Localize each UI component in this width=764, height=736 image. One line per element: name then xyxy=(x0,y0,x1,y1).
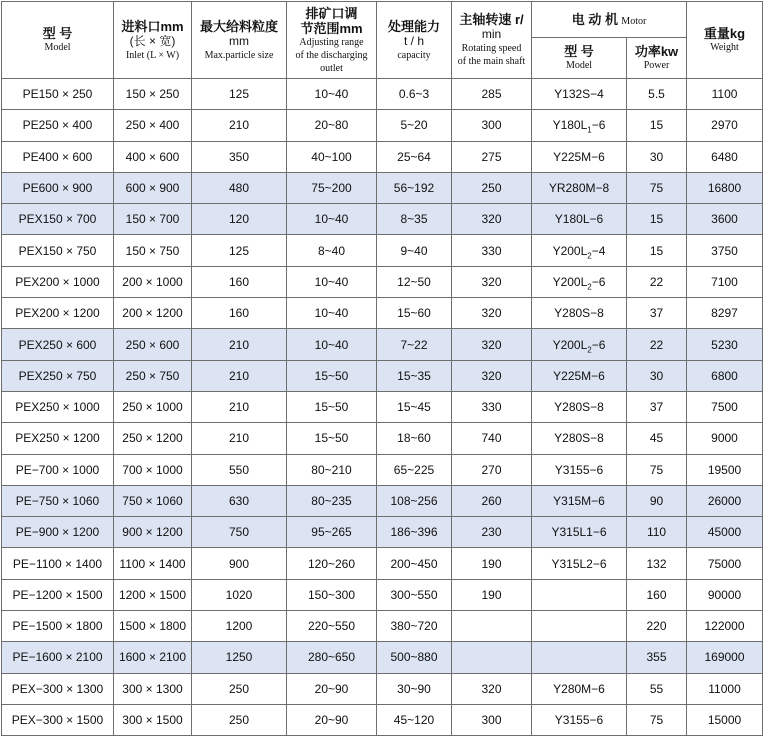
cell-adjust-range: 10~40 xyxy=(287,79,377,110)
cell-motor-model: Y280S−8 xyxy=(532,298,627,329)
cell-speed: 330 xyxy=(452,235,532,266)
cell-inlet: 900 × 1200 xyxy=(114,517,192,548)
cell-weight: 169000 xyxy=(687,642,763,673)
cell-max-particle: 1250 xyxy=(192,642,287,673)
cell-power: 220 xyxy=(627,611,687,642)
cell-inlet: 250 × 400 xyxy=(114,110,192,141)
cell-max-particle: 480 xyxy=(192,172,287,203)
cell-power: 132 xyxy=(627,548,687,579)
cell-power: 15 xyxy=(627,204,687,235)
cell-motor-model: $Y200L_2-4$ xyxy=(532,235,627,266)
cell-weight: 16800 xyxy=(687,172,763,203)
cell-adjust-range: 20~90 xyxy=(287,673,377,704)
table-row xyxy=(2,642,763,673)
cell-max-particle: 750 xyxy=(192,517,287,548)
header-speed: 主轴转速 r/ min Rotating speed of the main shaft xyxy=(452,2,532,79)
cell-weight: 26000 xyxy=(687,485,763,516)
cell-weight: 45000 xyxy=(687,517,763,548)
cell-motor-model: Y180L−6 xyxy=(532,204,627,235)
header-weight: 重量kg Weight xyxy=(687,2,763,79)
table-row xyxy=(2,704,763,735)
header-model: 型 号 Model xyxy=(2,2,114,79)
cell-capacity: 18~60 xyxy=(377,423,452,454)
cell-inlet: 250 × 1000 xyxy=(114,391,192,422)
cell-speed xyxy=(452,642,532,673)
cell-speed: 270 xyxy=(452,454,532,485)
table-row xyxy=(2,485,763,516)
cell-inlet: 400 × 600 xyxy=(114,141,192,172)
cell-weight: 2970 xyxy=(687,110,763,141)
cell-adjust-range: 40~100 xyxy=(287,141,377,172)
cell-capacity: 108~256 xyxy=(377,485,452,516)
cell-model: PEX200 × 1200 xyxy=(2,298,114,329)
cell-power: 5.5 xyxy=(627,79,687,110)
cell-motor-model xyxy=(532,579,627,610)
cell-model: PEX250 × 750 xyxy=(2,360,114,391)
cell-capacity: 25~64 xyxy=(377,141,452,172)
cell-model: PEX−300 × 1300 xyxy=(2,673,114,704)
cell-motor-model xyxy=(532,642,627,673)
spec-table xyxy=(1,1,763,736)
cell-model: PE600 × 900 xyxy=(2,172,114,203)
cell-capacity: 15~45 xyxy=(377,391,452,422)
cell-motor-model: Y315L2−6 xyxy=(532,548,627,579)
cell-max-particle: 250 xyxy=(192,704,287,735)
cell-weight: 6800 xyxy=(687,360,763,391)
cell-max-particle: 210 xyxy=(192,110,287,141)
cell-speed: 230 xyxy=(452,517,532,548)
cell-inlet: 250 × 600 xyxy=(114,329,192,360)
cell-capacity: 56~192 xyxy=(377,172,452,203)
cell-motor-model: Y280M−6 xyxy=(532,673,627,704)
cell-capacity: 200~450 xyxy=(377,548,452,579)
cell-model: PEX200 × 1000 xyxy=(2,266,114,297)
cell-power: 22 xyxy=(627,266,687,297)
header-motor-model: 型 号 Model xyxy=(532,38,627,79)
cell-speed: 285 xyxy=(452,79,532,110)
cell-inlet: 700 × 1000 xyxy=(114,454,192,485)
cell-model: PEX250 × 600 xyxy=(2,329,114,360)
cell-model: PE−1100 × 1400 xyxy=(2,548,114,579)
cell-capacity: 8~35 xyxy=(377,204,452,235)
cell-power: 75 xyxy=(627,172,687,203)
cell-adjust-range: 10~40 xyxy=(287,204,377,235)
cell-motor-model: Y315L1−6 xyxy=(532,517,627,548)
cell-adjust-range: 75~200 xyxy=(287,172,377,203)
table-row xyxy=(2,329,763,360)
table-row xyxy=(2,611,763,642)
cell-model: PEX150 × 750 xyxy=(2,235,114,266)
cell-weight: 3750 xyxy=(687,235,763,266)
cell-motor-model: $Y200L_2-6$ xyxy=(532,266,627,297)
cell-max-particle: 350 xyxy=(192,141,287,172)
cell-motor-model: Y315M−6 xyxy=(532,485,627,516)
cell-adjust-range: 8~40 xyxy=(287,235,377,266)
cell-speed: 320 xyxy=(452,298,532,329)
cell-weight: 15000 xyxy=(687,704,763,735)
table-row xyxy=(2,579,763,610)
cell-capacity: 12~50 xyxy=(377,266,452,297)
cell-motor-model: Y225M−6 xyxy=(532,360,627,391)
cell-adjust-range: 15~50 xyxy=(287,391,377,422)
cell-power: 37 xyxy=(627,391,687,422)
header-capacity: 处理能力 t / h capacity xyxy=(377,2,452,79)
cell-weight: 19500 xyxy=(687,454,763,485)
cell-adjust-range: 80~210 xyxy=(287,454,377,485)
cell-inlet: 300 × 1500 xyxy=(114,704,192,735)
cell-adjust-range: 15~50 xyxy=(287,360,377,391)
cell-power: 30 xyxy=(627,141,687,172)
cell-max-particle: 900 xyxy=(192,548,287,579)
header-power: 功率kw Power xyxy=(627,38,687,79)
cell-power: 37 xyxy=(627,298,687,329)
cell-adjust-range: 20~90 xyxy=(287,704,377,735)
cell-power: 355 xyxy=(627,642,687,673)
table-row xyxy=(2,266,763,297)
cell-weight: 8297 xyxy=(687,298,763,329)
cell-speed: 320 xyxy=(452,329,532,360)
header-adjust-range: 排矿口调 节范围mm Adjusting range of the discharging outlet xyxy=(287,2,377,79)
cell-power: 110 xyxy=(627,517,687,548)
cell-adjust-range: 280~650 xyxy=(287,642,377,673)
cell-inlet: 750 × 1060 xyxy=(114,485,192,516)
cell-power: 55 xyxy=(627,673,687,704)
table-row xyxy=(2,517,763,548)
cell-weight: 3600 xyxy=(687,204,763,235)
cell-power: 22 xyxy=(627,329,687,360)
cell-model: PEX150 × 700 xyxy=(2,204,114,235)
cell-model: PE250 × 400 xyxy=(2,110,114,141)
cell-speed: 260 xyxy=(452,485,532,516)
table-row xyxy=(2,454,763,485)
cell-inlet: 150 × 250 xyxy=(114,79,192,110)
cell-weight: 7500 xyxy=(687,391,763,422)
cell-model: PEX250 × 1000 xyxy=(2,391,114,422)
cell-power: 75 xyxy=(627,454,687,485)
cell-model: PEX250 × 1200 xyxy=(2,423,114,454)
cell-max-particle: 210 xyxy=(192,329,287,360)
cell-capacity: 380~720 xyxy=(377,611,452,642)
table-row xyxy=(2,79,763,110)
cell-max-particle: 210 xyxy=(192,391,287,422)
cell-model: PE−700 × 1000 xyxy=(2,454,114,485)
cell-capacity: 15~35 xyxy=(377,360,452,391)
cell-motor-model: Y280S−8 xyxy=(532,423,627,454)
cell-inlet: 300 × 1300 xyxy=(114,673,192,704)
cell-inlet: 1500 × 1800 xyxy=(114,611,192,642)
table-row xyxy=(2,110,763,141)
cell-model: PEX−300 × 1500 xyxy=(2,704,114,735)
cell-model: PE−1600 × 2100 xyxy=(2,642,114,673)
cell-power: 75 xyxy=(627,704,687,735)
cell-power: 15 xyxy=(627,235,687,266)
cell-weight: 7100 xyxy=(687,266,763,297)
table-row xyxy=(2,298,763,329)
cell-inlet: 150 × 700 xyxy=(114,204,192,235)
cell-motor-model: Y132S−4 xyxy=(532,79,627,110)
cell-weight: 6480 xyxy=(687,141,763,172)
cell-speed: 320 xyxy=(452,360,532,391)
cell-speed: 300 xyxy=(452,110,532,141)
cell-motor-model: Y3155−6 xyxy=(532,454,627,485)
cell-weight: 90000 xyxy=(687,579,763,610)
cell-adjust-range: 10~40 xyxy=(287,298,377,329)
cell-model: PE150 × 250 xyxy=(2,79,114,110)
cell-motor-model: $Y200L_2-6$ xyxy=(532,329,627,360)
cell-motor-model: YR280M−8 xyxy=(532,172,627,203)
cell-model: PE−750 × 1060 xyxy=(2,485,114,516)
table-row xyxy=(2,391,763,422)
table-row xyxy=(2,141,763,172)
cell-adjust-range: 120~260 xyxy=(287,548,377,579)
cell-power: 15 xyxy=(627,110,687,141)
table-row xyxy=(2,172,763,203)
cell-max-particle: 210 xyxy=(192,360,287,391)
cell-speed: 190 xyxy=(452,548,532,579)
cell-inlet: 200 × 1000 xyxy=(114,266,192,297)
cell-weight: 75000 xyxy=(687,548,763,579)
cell-speed: 275 xyxy=(452,141,532,172)
header-inlet: 进料口mm (长 × 宽) Inlet (L × W) xyxy=(114,2,192,79)
cell-adjust-range: 10~40 xyxy=(287,266,377,297)
cell-capacity: 5~20 xyxy=(377,110,452,141)
table-row xyxy=(2,360,763,391)
cell-max-particle: 160 xyxy=(192,266,287,297)
cell-adjust-range: 15~50 xyxy=(287,423,377,454)
cell-power: 45 xyxy=(627,423,687,454)
cell-model: PE−900 × 1200 xyxy=(2,517,114,548)
cell-adjust-range: 150~300 xyxy=(287,579,377,610)
cell-speed: 190 xyxy=(452,579,532,610)
cell-capacity: 7~22 xyxy=(377,329,452,360)
cell-inlet: 250 × 750 xyxy=(114,360,192,391)
header-motor: 电 动 机 Motor xyxy=(532,2,687,38)
cell-motor-model: Y3155−6 xyxy=(532,704,627,735)
cell-speed: 300 xyxy=(452,704,532,735)
cell-max-particle: 210 xyxy=(192,423,287,454)
cell-adjust-range: 20~80 xyxy=(287,110,377,141)
cell-motor-model: $Y180L_1-6$ xyxy=(532,110,627,141)
cell-max-particle: 250 xyxy=(192,673,287,704)
cell-inlet: 1600 × 2100 xyxy=(114,642,192,673)
cell-inlet: 600 × 900 xyxy=(114,172,192,203)
cell-speed: 320 xyxy=(452,204,532,235)
cell-inlet: 150 × 750 xyxy=(114,235,192,266)
cell-max-particle: 120 xyxy=(192,204,287,235)
table-row xyxy=(2,548,763,579)
cell-capacity: 500~880 xyxy=(377,642,452,673)
cell-capacity: 45~120 xyxy=(377,704,452,735)
cell-capacity: 9~40 xyxy=(377,235,452,266)
cell-motor-model: Y225M−6 xyxy=(532,141,627,172)
cell-capacity: 0.6~3 xyxy=(377,79,452,110)
cell-adjust-range: 95~265 xyxy=(287,517,377,548)
cell-weight: 122000 xyxy=(687,611,763,642)
cell-inlet: 250 × 1200 xyxy=(114,423,192,454)
cell-adjust-range: 220~550 xyxy=(287,611,377,642)
cell-weight: 5230 xyxy=(687,329,763,360)
cell-capacity: 186~396 xyxy=(377,517,452,548)
cell-capacity: 15~60 xyxy=(377,298,452,329)
cell-capacity: 300~550 xyxy=(377,579,452,610)
cell-motor-model: Y280S−8 xyxy=(532,391,627,422)
cell-power: 90 xyxy=(627,485,687,516)
cell-power: 30 xyxy=(627,360,687,391)
cell-speed: 740 xyxy=(452,423,532,454)
table-header xyxy=(2,2,763,79)
table-row xyxy=(2,204,763,235)
table-body xyxy=(2,79,763,736)
cell-inlet: 1100 × 1400 xyxy=(114,548,192,579)
cell-inlet: 1200 × 1500 xyxy=(114,579,192,610)
cell-model: PE−1500 × 1800 xyxy=(2,611,114,642)
cell-power: 160 xyxy=(627,579,687,610)
cell-max-particle: 125 xyxy=(192,79,287,110)
cell-speed xyxy=(452,611,532,642)
cell-max-particle: 630 xyxy=(192,485,287,516)
cell-speed: 330 xyxy=(452,391,532,422)
cell-weight: 1100 xyxy=(687,79,763,110)
cell-weight: 11000 xyxy=(687,673,763,704)
cell-max-particle: 550 xyxy=(192,454,287,485)
cell-capacity: 30~90 xyxy=(377,673,452,704)
cell-max-particle: 1200 xyxy=(192,611,287,642)
cell-max-particle: 160 xyxy=(192,298,287,329)
cell-speed: 250 xyxy=(452,172,532,203)
table-row xyxy=(2,235,763,266)
cell-capacity: 65~225 xyxy=(377,454,452,485)
table-row xyxy=(2,423,763,454)
table-row xyxy=(2,673,763,704)
cell-adjust-range: 80~235 xyxy=(287,485,377,516)
cell-max-particle: 125 xyxy=(192,235,287,266)
cell-weight: 9000 xyxy=(687,423,763,454)
cell-model: PE400 × 600 xyxy=(2,141,114,172)
cell-speed: 320 xyxy=(452,673,532,704)
cell-motor-model xyxy=(532,611,627,642)
cell-max-particle: 1020 xyxy=(192,579,287,610)
header-max-particle: 最大给料粒度 mm Max.particle size xyxy=(192,2,287,79)
cell-inlet: 200 × 1200 xyxy=(114,298,192,329)
cell-model: PE−1200 × 1500 xyxy=(2,579,114,610)
cell-speed: 320 xyxy=(452,266,532,297)
cell-adjust-range: 10~40 xyxy=(287,329,377,360)
